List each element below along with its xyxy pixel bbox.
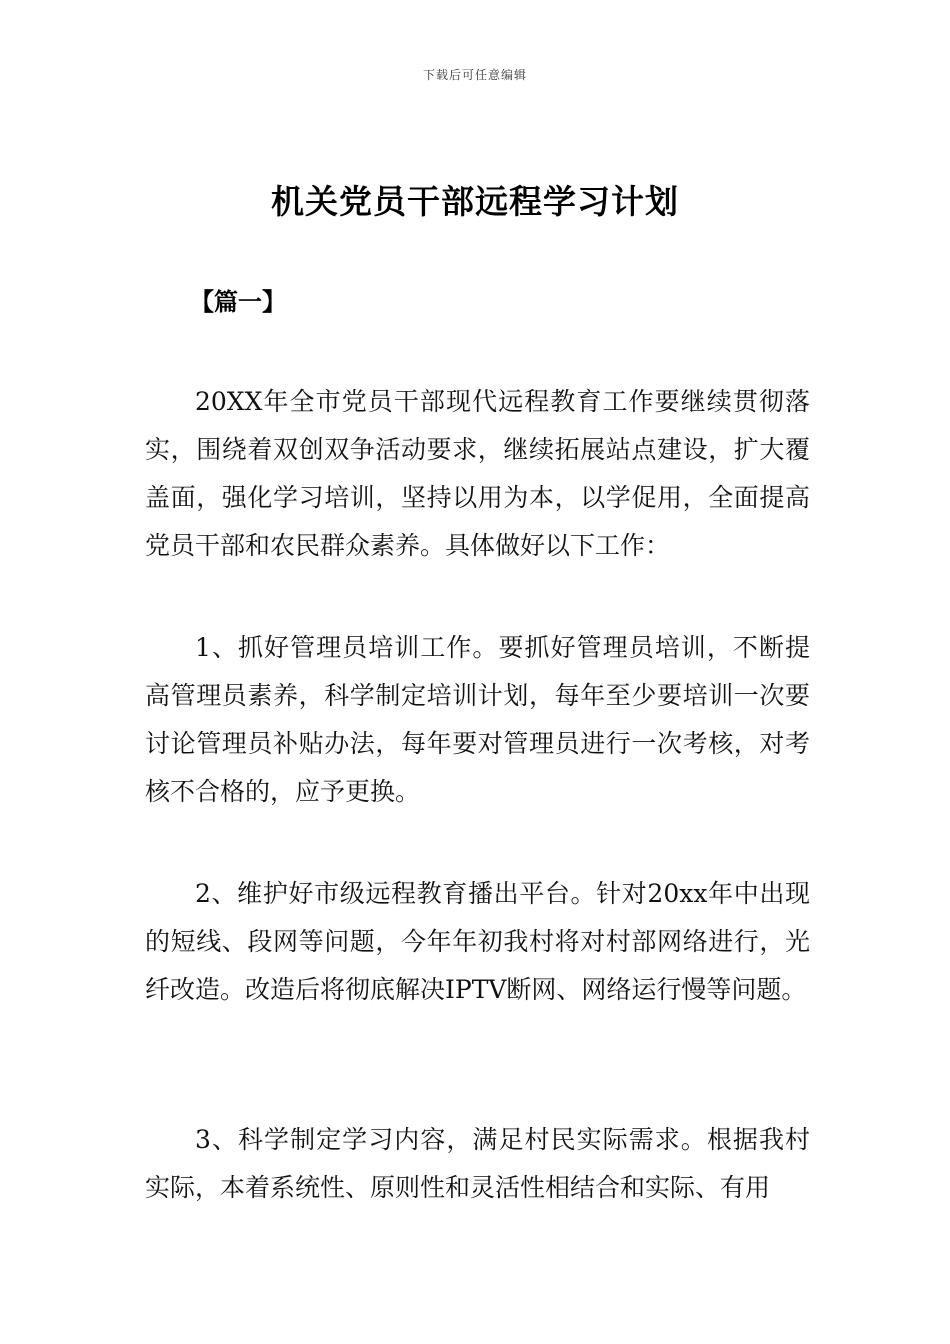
body-paragraph: 3、科学制定学习内容，满足村民实际需求。根据我村实际，本着系统性、原则性和灵活性相结合和实际、有用 bbox=[145, 1125, 810, 1202]
section-label: 【篇一】 bbox=[190, 288, 286, 316]
body-paragraph: 1、抓好管理员培训工作。要抓好管理员培训，不断提高管理员素养，科学制定培训计划，每年至少要培训一次要讨论管理员补贴办法，每年要对管理员进行一次考核，对考核不合格的，应予更换。 bbox=[145, 633, 810, 806]
body-paragraph: 2、维护好市级远程教育播出平台。针对20xx年中出现的短线、段网等问题，今年年初我村将对村部网络进行，光纤改造。改造后将彻底解决IPTV断网、网络运行慢等问题。 bbox=[145, 879, 810, 1004]
header-note: 下载后可任意编辑 bbox=[422, 68, 527, 82]
page-title: 机关党员干部远程学习计划 bbox=[271, 182, 679, 221]
body-paragraph: 20XX年全市党员干部现代远程教育工作要继续贯彻落实，围绕着双创双争活动要求，继续拓展站点建设，扩大覆盖面，强化学习培训，坚持以用为本，以学促用，全面提高党员干部和农民群众素养。具体做好以下工作： bbox=[145, 387, 810, 560]
